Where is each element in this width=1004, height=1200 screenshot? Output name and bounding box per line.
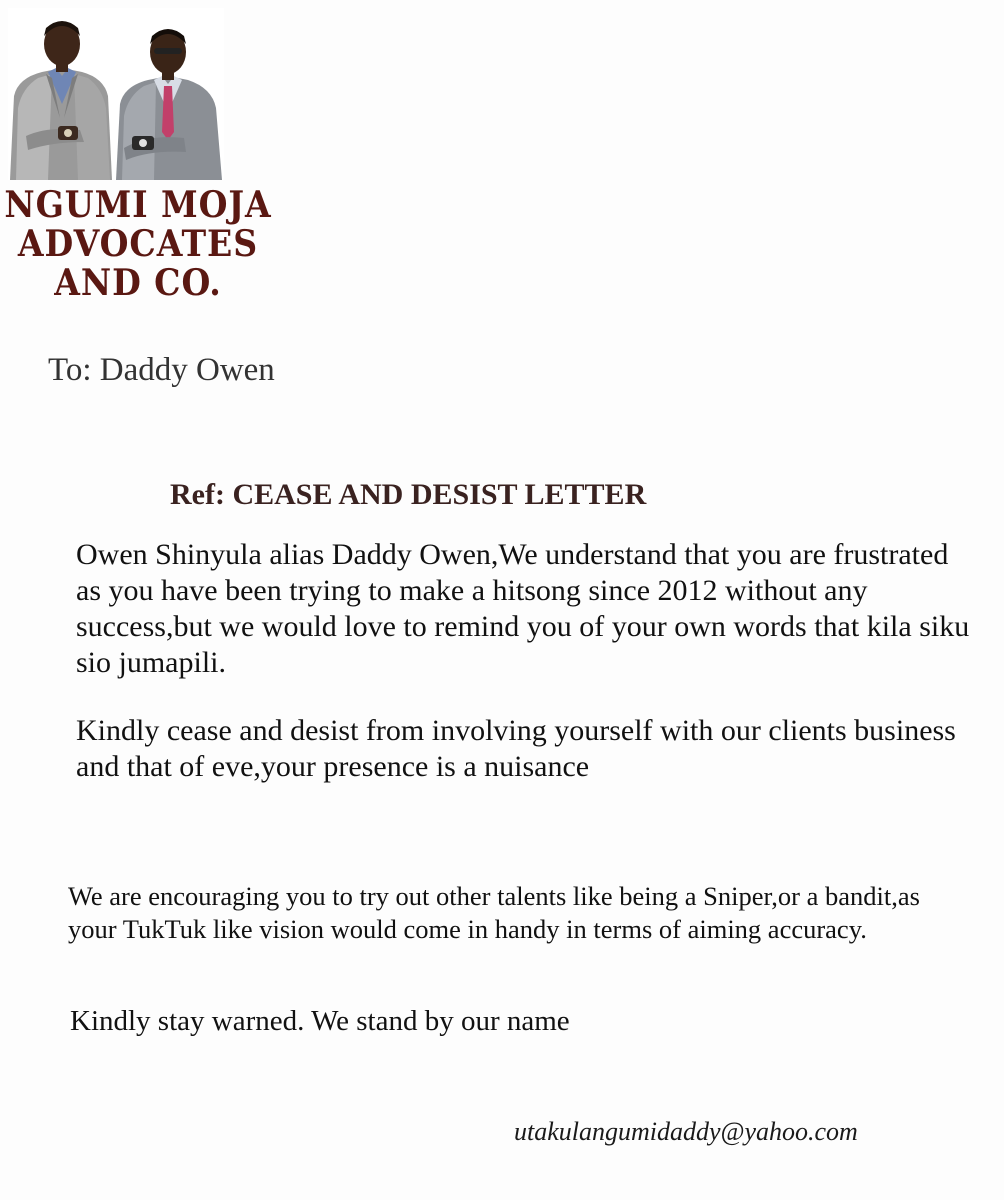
reference-heading: Ref: CEASE AND DESIST LETTER xyxy=(170,478,647,511)
firm-name-line-2: ADVOCATES xyxy=(17,223,259,265)
firm-logo-photo xyxy=(8,8,224,180)
contact-email: utakulangumidaddy@yahoo.com xyxy=(514,1117,858,1146)
paragraph-2: Kindly cease and desist from involving yourself with our clients business and that of eve,your presence is a nuisance xyxy=(76,714,956,783)
paragraph-4: Kindly stay warned. We stand by our name xyxy=(70,1005,570,1037)
paragraph-1: Owen Shinyula alias Daddy Owen,We understand that you are frustrated as you have been trying to make a hitsong since 2012 without any success,but we would love to remind you of your own words that kila siku sio jumapili. xyxy=(76,538,970,679)
paragraph-3: We are encouraging you to try out other talents like being a Sniper,or a bandit,as your TukTuk like vision would come in handy in terms of aiming accuracy. xyxy=(68,881,920,944)
firm-name-line-3: AND CO. xyxy=(54,262,222,304)
firm-name xyxy=(0,186,276,303)
firm-name-line-1: NGUMI MOJA xyxy=(4,184,272,226)
recipient-line: To: Daddy Owen xyxy=(48,352,275,388)
